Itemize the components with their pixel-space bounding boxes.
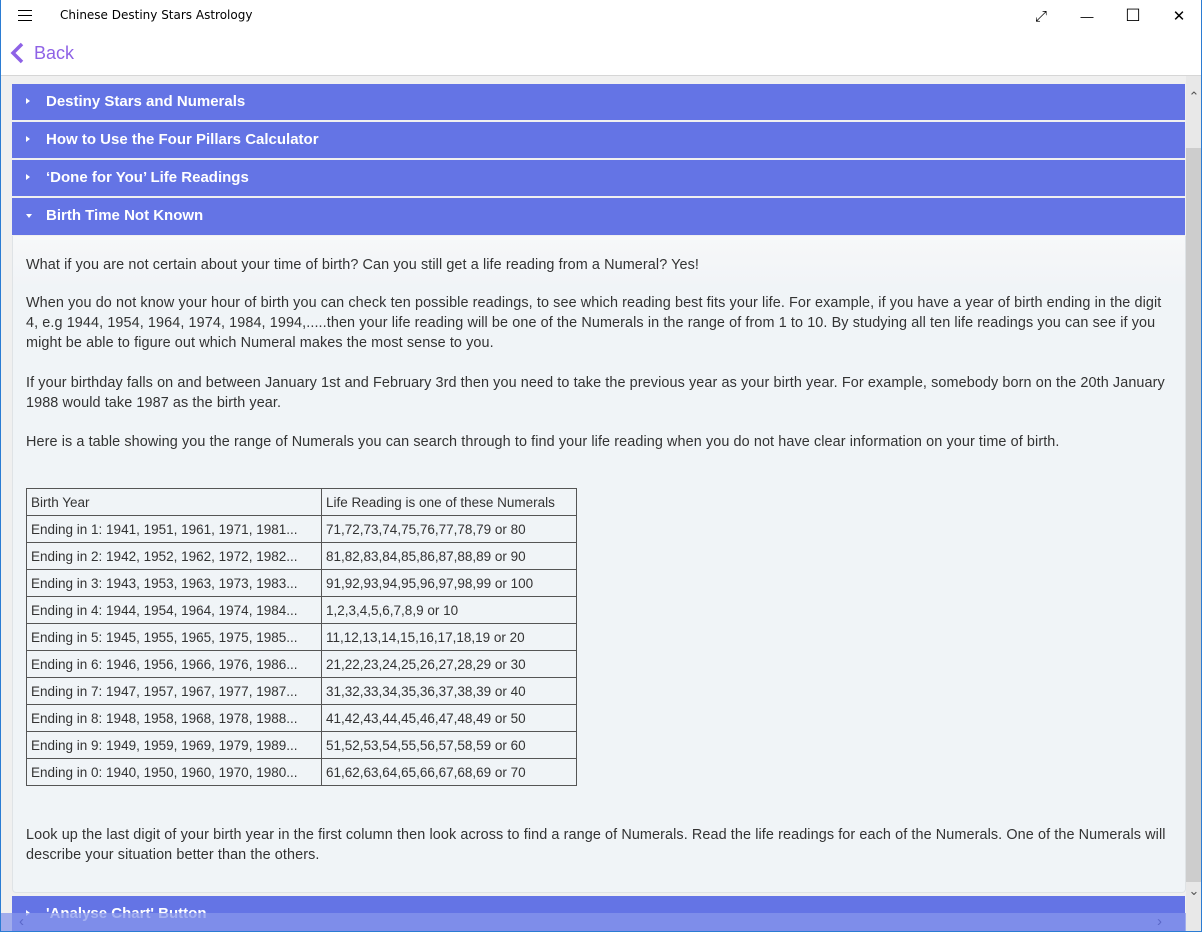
paragraph-3: Here is a table showing you the range of Numerals you can search through to find your life reading when you do not have clear information on your time of birth. [26,434,1060,450]
accordion-label: How to Use the Four Pillars Calculator [46,131,319,148]
scrollbar-thumb[interactable] [1186,148,1201,882]
table-row [27,597,577,624]
birth-year-cell: Ending in 7: 1947, 1957, 1967, 1977, 1987... [27,678,322,705]
restore-icon[interactable]: ⤢ [1034,7,1047,25]
expand-arrow-icon [26,174,30,180]
vertical-scrollbar[interactable] [1186,76,1201,931]
birth-year-cell: Ending in 8: 1948, 1958, 1968, 1978, 1988... [27,705,322,732]
birth-year-cell: Ending in 4: 1944, 1954, 1964, 1974, 1984... [27,597,322,624]
paragraph-1: When you do not know your hour of birth you can check ten possible readings, to see which reading best fits your life. For example, if you have a year of birth ending in the digit 4, e.g 1944, 1954, 1964, 1974, 1984, 1994,.....then your life reading will be one of the Numerals in the range of from 1 to 10. By studying all ten life readings you can see if you might be able to figure out which Numeral makes the most sense to you. [26,295,1162,351]
table-row [27,516,577,543]
birth-year-cell: Ending in 1: 1941, 1951, 1961, 1971, 1981... [27,516,322,543]
accordion-label: Birth Time Not Known [46,207,204,224]
column-header: Life Reading is one of these Numerals [322,489,577,516]
numerals-cell: 81,82,83,84,85,86,87,88,89 or 90 [322,543,577,570]
expand-arrow-icon [26,136,30,142]
maximize-icon[interactable]: ☐ [1125,6,1141,25]
accordion-destiny-stars[interactable] [12,84,1185,120]
minimize-icon[interactable]: — [1080,8,1094,24]
table-row [27,624,577,651]
scroll-down-icon[interactable]: ⌄ [1188,883,1200,898]
column-header: Birth Year [27,489,322,516]
birth-year-cell: Ending in 3: 1943, 1953, 1963, 1973, 1983... [27,570,322,597]
numerals-cell: 61,62,63,64,65,66,67,68,69 or 70 [322,759,577,786]
close-icon[interactable]: ✕ [1172,8,1186,25]
back-button[interactable]: Back [34,43,75,63]
table-header-row [27,489,577,516]
table-row [27,678,577,705]
table-row [27,705,577,732]
back-row [1,32,1201,75]
help-content [1,76,1201,931]
birth-year-cell: Ending in 5: 1945, 1955, 1965, 1975, 1985... [27,624,322,651]
table-row [27,651,577,678]
title-bar [1,0,1201,32]
table-row [27,759,577,786]
accordion-label: Destiny Stars and Numerals [46,93,246,110]
numerals-cell: 51,52,53,54,55,56,57,58,59 or 60 [322,732,577,759]
numerals-cell: 91,92,93,94,95,96,97,98,99 or 100 [322,570,577,597]
birth-year-cell: Ending in 2: 1942, 1952, 1962, 1972, 1982... [27,543,322,570]
numerals-cell: 1,2,3,4,5,6,7,8,9 or 10 [322,597,577,624]
back-chevron-icon[interactable] [10,42,26,64]
intro-text: What if you are not certain about your time of birth? Can you still get a life reading from a Numeral? Yes! [26,257,700,273]
numerals-table [26,488,577,786]
birth-year-cell: Ending in 0: 1940, 1950, 1960, 1970, 1980... [27,759,322,786]
table-row [27,543,577,570]
accordion-label: ‘Done for You’ Life Readings [46,169,249,186]
table-row [27,570,577,597]
numerals-cell: 11,12,13,14,15,16,17,18,19 or 20 [322,624,577,651]
birth-year-cell: Ending in 9: 1949, 1959, 1969, 1979, 1989... [27,732,322,759]
scroll-up-icon[interactable]: ⌃ [1188,89,1200,104]
collapse-arrow-icon [26,214,32,218]
numerals-cell: 41,42,43,44,45,46,47,48,49 or 50 [322,705,577,732]
scroll-right-icon[interactable]: › [1157,913,1162,930]
app-title: Chinese Destiny Stars Astrology [60,8,253,22]
accordion-done-for-you[interactable] [12,160,1185,196]
birth-year-cell: Ending in 6: 1946, 1956, 1966, 1976, 1986... [27,651,322,678]
expand-arrow-icon [26,98,30,104]
scroll-left-icon[interactable]: ‹ [19,913,24,930]
numerals-cell: 71,72,73,74,75,76,77,78,79 or 80 [322,516,577,543]
table-row [27,732,577,759]
hamburger-menu-icon[interactable] [18,10,32,22]
horizontal-scroll-strip[interactable] [1,913,1186,931]
accordion-four-pillars[interactable] [12,122,1185,158]
paragraph-2: If your birthday falls on and between January 1st and February 3rd then you need to take the previous year as your birth year. For example, somebody born on the 20th January 1988 would take 1987 as the birth year. [26,375,1165,411]
numerals-cell: 21,22,23,24,25,26,27,28,29 or 30 [322,651,577,678]
birth-time-panel [12,236,1186,893]
paragraph-4: Look up the last digit of your birth year in the first column then look across to find a range of Numerals. Read the life readings for each of the Numerals. One of the Numerals will describe your situation better than the others. [26,827,1166,863]
accordion-birth-time[interactable] [12,198,1185,235]
numerals-cell: 31,32,33,34,35,36,37,38,39 or 40 [322,678,577,705]
